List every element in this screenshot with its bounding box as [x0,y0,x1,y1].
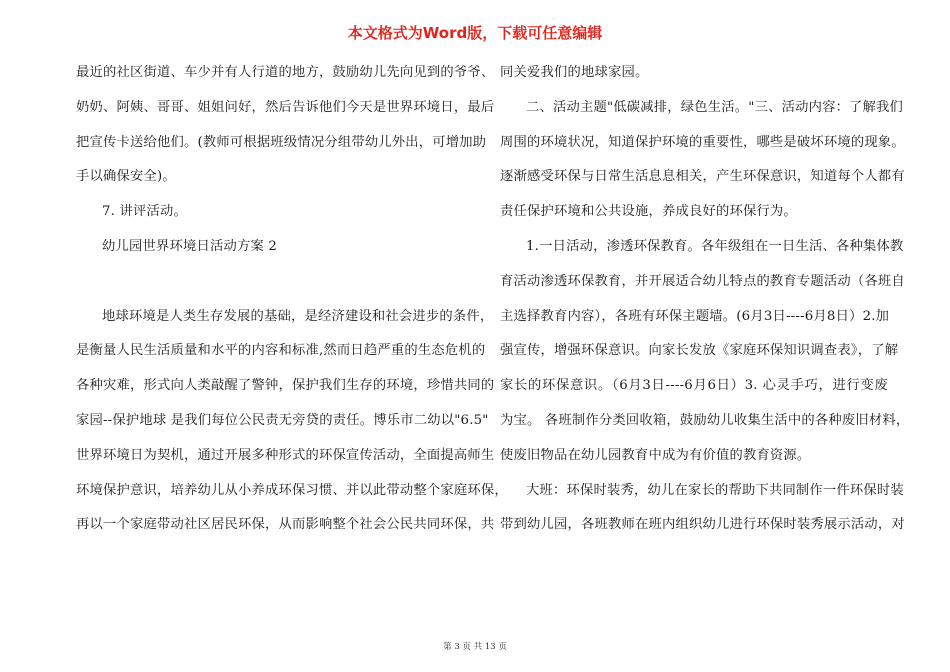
left-text-column [76,62,508,549]
paragraph-line: 各种灾难，形式向人类敲醒了警钟，保护我们生存的环境，珍惜共同的 [76,378,495,394]
paragraph-line: 世界环境日为契机，通过开展多种形式的环保宣传活动，全面提高师生 [76,447,495,463]
paragraph-line: 大班：环保时装秀，幼儿在家长的帮助下共同制作一件环保时装 [526,482,904,498]
paragraph-line: 手以确保安全)。 [76,169,176,185]
paragraph-line: 环境保护意识，培养幼儿从小养成环保习惯、并以此带动整个家庭环保， [76,482,508,498]
paragraph-line: 最近的社区街道、车少并有人行道的地方，鼓励幼儿先向见到的爷爷、 [76,65,495,80]
paragraph-line: 是衡量人民生活质量和水平的内容和标准,然而日趋严重的生态危机的 [76,343,486,359]
right-text-column [500,62,910,549]
paragraph-line: 为宝。 各班制作分类回收箱，鼓励幼儿收集生活中的各种废旧材料， [500,412,910,428]
paragraph-line: 家长的环保意识。（6月3日----6月6日）3. 心灵手巧，进行变废 [500,378,888,394]
blank-line [76,271,468,306]
list-item: 7. 讲评活动。 [102,204,187,220]
paragraph-line: 把宣传卡送给他们。(教师可根据班级情况分组带幼儿外出，可增加助 [76,134,487,150]
paragraph-line: 家园--保护地球 是我们每位公民责无旁贷的责任。博乐市二幼以"6.5" [76,412,489,428]
paragraph-line: 地球环境是人类生存发展的基础，是经济建设和社会进步的条件， [102,308,494,324]
paragraph-line: 带到幼儿园，各班教师在班内组织幼儿进行环保时装秀展示活动，对 [500,517,905,533]
paragraph-line: 再以一个家庭带动社区居民环保，从而影响整个社会公民共同环保，共 [76,517,495,533]
paragraph-line: 使废旧物品在幼儿园教育中成为有价值的教育资源。 [500,447,811,463]
page-number: 第 3 页 共 13 页 [443,642,507,652]
paragraph-line: 同关爱我们的地球家园。 [500,65,649,80]
paragraph-line: 二、活动主题"低碳减排，绿色生活。"三、活动内容：了解我们 [526,99,904,115]
paragraph-line: 1.一日活动，渗透环保教育。各年级组在一日生活、各种集体教 [526,238,904,254]
paragraph-line: 主选择教育内容），各班有环保主题墙。(6月3日----6月8日）2.加 [500,308,890,324]
document-banner: 本文格式为Word版，下载可任意编辑 [347,24,603,42]
section-heading: 幼儿园世界环境日活动方案 2 [102,238,278,254]
paragraph-line: 周围的环境状况，知道保护环境的重要性，哪些是破坏环境的现象。 [500,134,905,150]
paragraph-line: 奶奶、阿姨、哥哥、姐姐问好，然后告诉他们今天是世界环境日，最后 [76,99,495,115]
paragraph-line: 逐渐感受环保与日常生活息息相关，产生环保意识，知道每个人都有 [500,169,905,185]
paragraph-line: 强宣传，增强环保意识。向家长发放《家庭环保知识调查表》，了解 [500,343,899,359]
paragraph-line: 责任保护环境和公共设施，养成良好的环保行为。 [500,204,797,220]
paragraph-line: 育活动渗透环保教育，并开展适合幼儿特点的教育专题活动（各班自 [500,273,905,289]
